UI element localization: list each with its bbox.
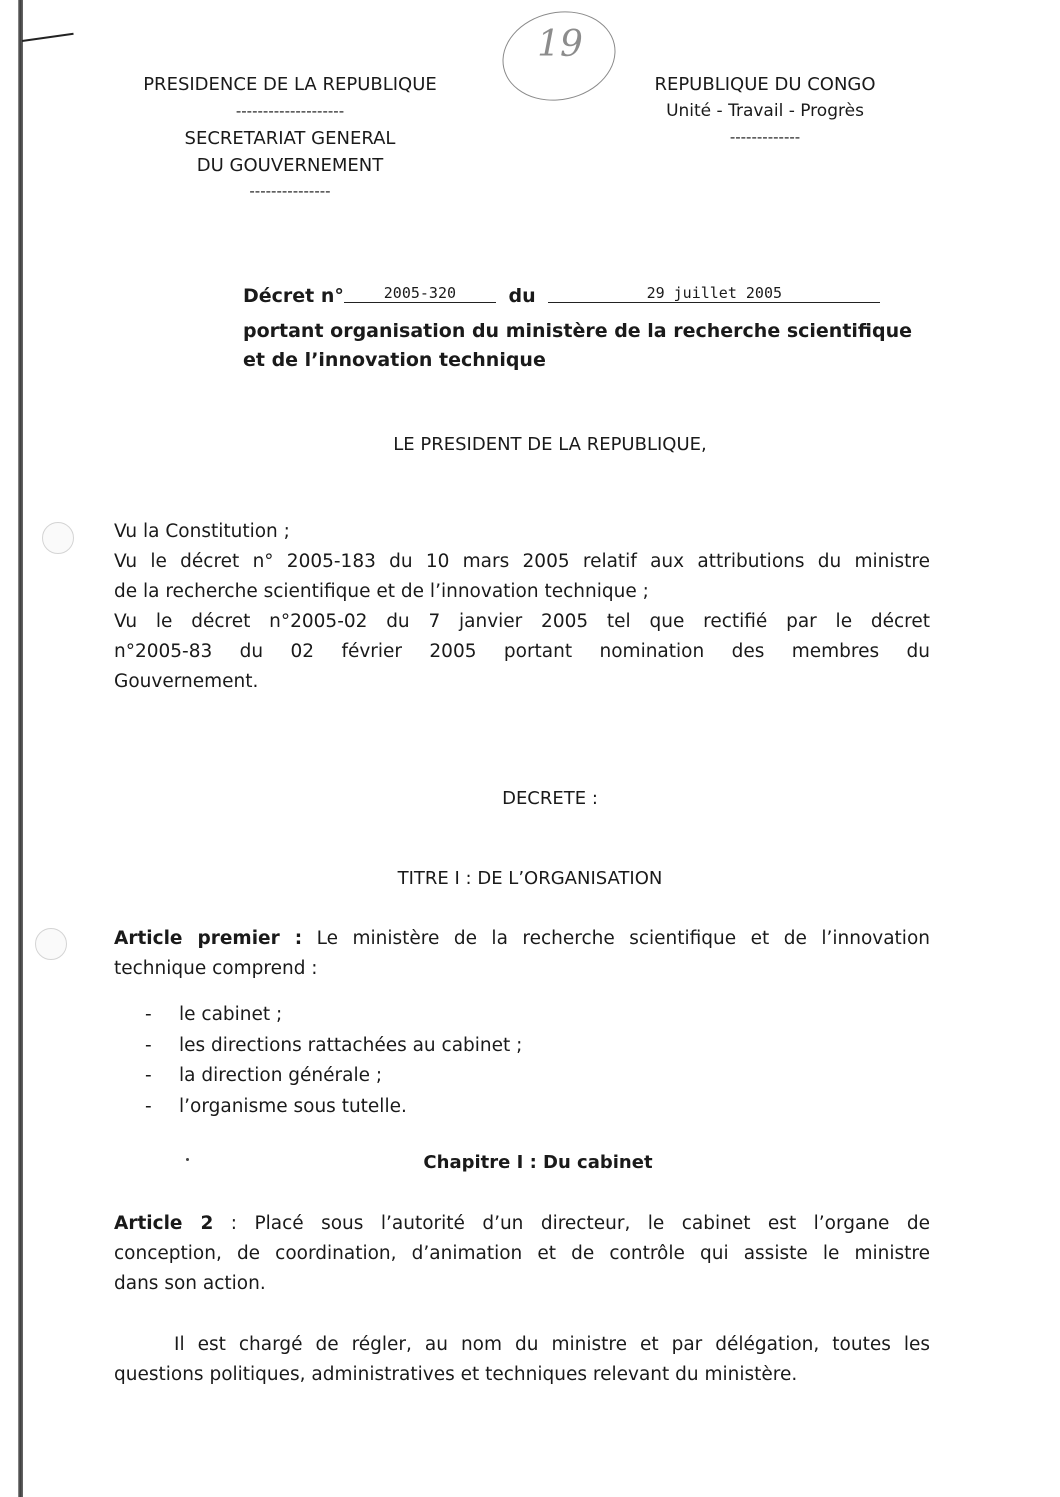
visa-line: Vu la Constitution ; xyxy=(114,521,290,542)
article-1-list xyxy=(145,1000,522,1122)
visa-line: de la recherche scientifique et de l’innovation technique ; xyxy=(114,581,649,602)
article-2-label: Article 2 xyxy=(114,1213,214,1234)
bullet-dash: - xyxy=(145,1004,152,1025)
article-1-line xyxy=(114,924,930,954)
bullet-dash: - xyxy=(145,1034,152,1056)
visa-line: n°2005-83 du 02 février 2005 portant nomination des membres du xyxy=(114,641,930,662)
visas-block xyxy=(114,517,930,697)
visa-line: Vu le décret n°2005-02 du 7 janvier 2005 tel que rectifié par le décret xyxy=(114,611,930,632)
decree-label: Décret n° xyxy=(243,285,344,307)
visa-line: Vu le décret n° 2005-183 du 10 mars 2005 relatif aux attributions du ministre xyxy=(114,551,930,572)
page-number-annotation: 19 xyxy=(537,24,583,65)
titre-1-heading: TITRE I : DE L’ORGANISATION xyxy=(397,868,663,889)
list-item-text: les directions rattachées au cabinet ; xyxy=(179,1034,523,1056)
article-2-line: conception, de coordination, d’animation et de contrôle qui assiste le ministre xyxy=(114,1243,930,1264)
bullet-dash: - xyxy=(145,1095,152,1117)
header-gouvernement: DU GOUVERNEMENT xyxy=(196,155,384,176)
list-item xyxy=(145,1092,522,1123)
article-1-label: Article premier : xyxy=(114,928,303,949)
article-2-para2-line: questions politiques, administratives et techniques relevant du ministère. xyxy=(114,1364,798,1385)
article-1 xyxy=(114,924,930,984)
header-left-separator-1: -------------------- xyxy=(235,102,345,120)
decree-du-label: du xyxy=(508,285,536,307)
header-right-separator: ------------- xyxy=(729,128,801,146)
decree-title xyxy=(243,285,880,307)
header-secretariat: SECRETARIAT GENERAL xyxy=(184,128,396,149)
punch-hole-icon xyxy=(35,928,67,960)
article-2-line: dans son action. xyxy=(114,1273,266,1294)
article-2-para2-line: Il est chargé de régler, au nom du ministre et par délégation, toutes les xyxy=(174,1334,930,1355)
article-1-text: Le ministère de la recherche scientifique et de l’innovation xyxy=(302,928,930,949)
authority-heading: LE PRESIDENT DE LA REPUBLIQUE, xyxy=(393,434,707,455)
decree-subject-line-1: portant organisation du ministère de la recherche scientifique xyxy=(243,320,913,342)
article-1-line: technique comprend : xyxy=(114,958,318,979)
list-item xyxy=(145,1000,522,1031)
binding-mark xyxy=(22,33,74,42)
decree-number: 2005-320 xyxy=(344,284,496,303)
list-item xyxy=(145,1031,522,1062)
binding-edge xyxy=(18,0,23,1497)
list-item-text: le cabinet ; xyxy=(179,1004,283,1025)
article-2-text: : Placé sous l’autorité d’un directeur, le cabinet est l’organe de xyxy=(213,1213,931,1234)
article-2 xyxy=(114,1209,930,1299)
list-item-text: l’organisme sous tutelle. xyxy=(179,1095,407,1117)
decree-date: 29 juillet 2005 xyxy=(548,284,880,303)
article-2-paragraph-2 xyxy=(114,1330,930,1390)
header-left-separator-2: --------------- xyxy=(249,182,331,200)
decrete-heading: DECRETE : xyxy=(502,788,598,809)
punch-hole-icon xyxy=(42,522,74,554)
header-republique: REPUBLIQUE DU CONGO xyxy=(654,74,876,95)
chapitre-1-heading: Chapitre I : Du cabinet xyxy=(423,1152,653,1173)
article-2-line xyxy=(114,1209,930,1239)
visa-line: Gouvernement. xyxy=(114,671,259,692)
header-motto: Unité - Travail - Progrès xyxy=(666,101,864,121)
list-item xyxy=(145,1061,522,1092)
bullet-dash: - xyxy=(145,1065,152,1086)
header-presidence: PRESIDENCE DE LA REPUBLIQUE xyxy=(143,74,437,95)
decree-subject-line-2: et de l’innovation technique xyxy=(243,349,546,371)
list-item-text: la direction générale ; xyxy=(179,1065,383,1086)
